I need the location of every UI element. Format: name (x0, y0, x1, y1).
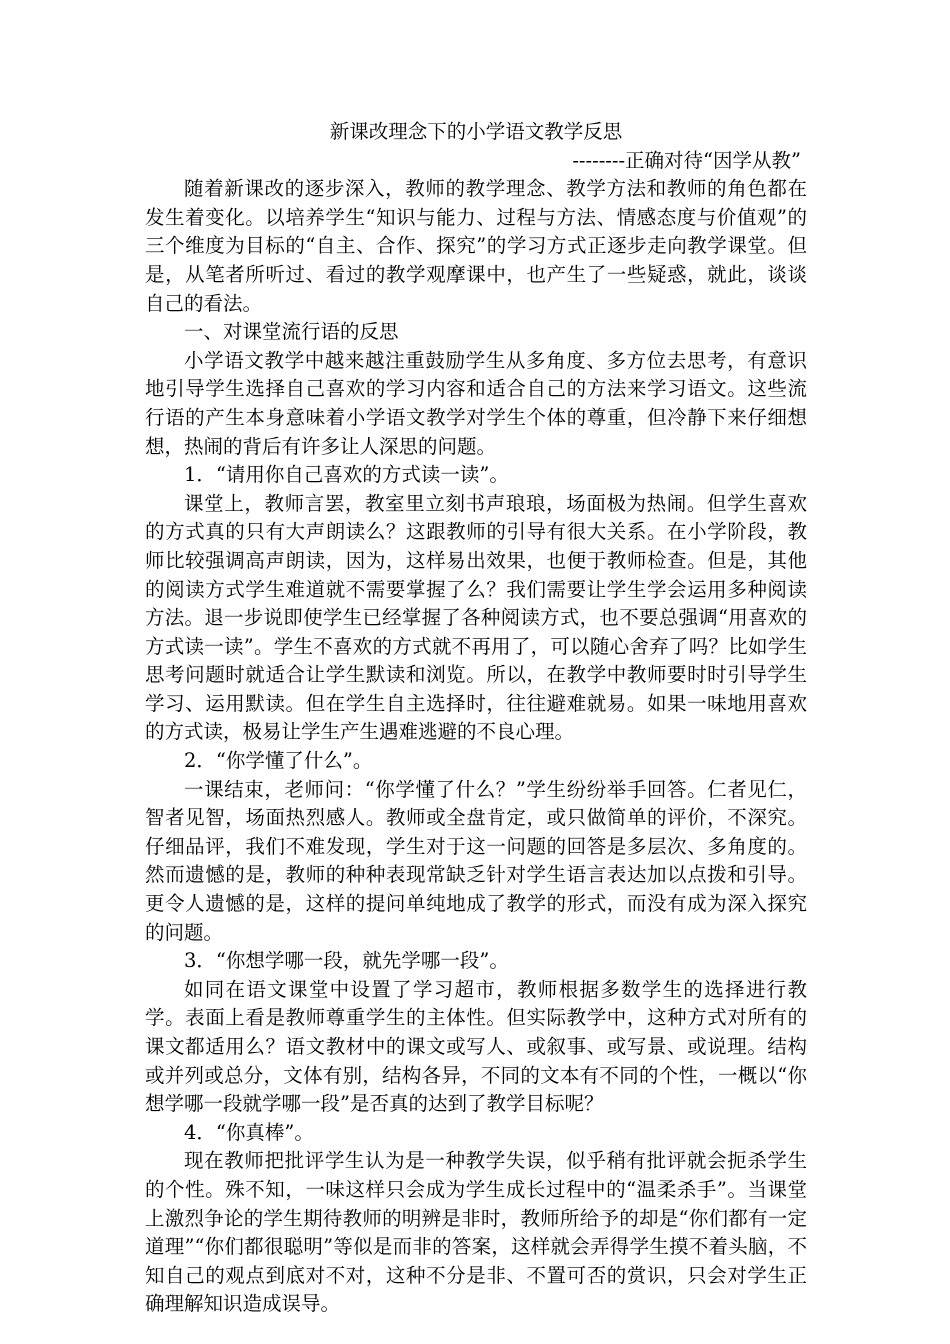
document-subtitle: --------正确对待“因学从教” (572, 148, 801, 172)
section-intro-paragraph: 小学语文教学中越来越注重鼓励学生从多角度、多方位去思考，有意识地引导学生选择自己喜欢的学习内容和适合自己的方法来学习语文。这些流行语的产生本身意味着小学语文教学对学生个体的尊重，但冷静下来仔细想想，热闹的背后有许多让人深思的问题。 (145, 348, 807, 458)
item-heading-1: 1．“请用你自己喜欢的方式读一读”。 (184, 463, 509, 487)
intro-paragraph: 随着新课改的逐步深入，教师的教学理念、教学方法和教师的角色都在发生着变化。以培养学生“知识与能力、过程与方法、情感态度与价值观”的三个维度为目标的“自主、合作、探究”的学习方式正逐步走向教学课堂。但是，从笔者所听过、看过的教学观摩课中，也产生了一些疑惑，就此，谈谈自己的看法。 (145, 177, 807, 315)
document-title: 新课改理念下的小学语文教学反思 (329, 120, 623, 143)
item-paragraph-1: 课堂上，教师言罢，教室里立刻书声琅琅，场面极为热闹。但学生喜欢的方式真的只有大声朗读么？这跟教师的引导有很大关系。在小学阶段，教师比较强调高声朗读，因为，这样易出效果，也便于教师检查。但是，其他的阅读方式学生难道就不需要掌握了么？我们需要让学生学会运用多种阅读方法。退一步说即使学生已经掌握了各种阅读方式，也不要总强调“用喜欢的方式读一读”。学生不喜欢的方式就不再用了，可以随心舍弃了吗？比如学生思考问题时就适合让学生默读和浏览。所以，在教学中教师要时时引导学生学习、运用默读。但在学生自主选择时，往往避难就易。如果一味地用喜欢的方式读，极易让学生产生遇难逃避的不良心理。 (145, 491, 807, 744)
document-page (145, 118, 807, 1319)
item-paragraph-4: 现在教师把批评学生认为是一种教学失误，似乎稍有批评就会扼杀学生的个性。殊不知，一味这样只会成为学生成长过程中的“温柔杀手”。当课堂上激烈争论的学生期待教师的明辨是非时，教师所给予的却是“你们都有一定道理”“你们都很聪明”等似是而非的答案，这样就会弄得学生摸不着头脑，不知自己的观点到底对不对，这种不分是非、不置可否的赏识，只会对学生正确理解知识造成误导。 (145, 1149, 807, 1316)
item-heading-2: 2．“你学懂了什么”。 (184, 749, 373, 773)
item-heading-4: 4．“你真棒”。 (184, 1120, 314, 1144)
item-paragraph-3: 如同在语文课堂中设置了学习超市，教师根据多数学生的选择进行教学。表面上看是教师尊重学生的主体性。但实际教学中，这种方式对所有的课文都适用么？语文教材中的课文或写人、或叙事、或写景、或说理。结构或并列或总分，文体有别，结构各异，不同的文本有不同的个性，一概以“你想学哪一段就学哪一段”是否真的达到了教学目标呢？ (145, 977, 807, 1116)
item-heading-3: 3．“你想学哪一段，就先学哪一段”。 (184, 949, 509, 973)
section-heading: 一、对课堂流行语的反思 (184, 320, 399, 344)
item-paragraph-2: 一课结束，老师问：“你学懂了什么？”学生纷纷举手回答。仁者见仁，智者见智，场面热烈感人。教师或全盘肯定，或只做简单的评价，不深究。仔细品评，我们不难发现，学生对于这一问题的回答是多层次、多角度的。然而遗憾的是，教师的种种表现常缺乏针对学生语言表达加以点拨和引导。更令人遗憾的是，这样的提问单纯地成了教学的形式，而没有成为深入探究的问题。 (145, 777, 807, 944)
